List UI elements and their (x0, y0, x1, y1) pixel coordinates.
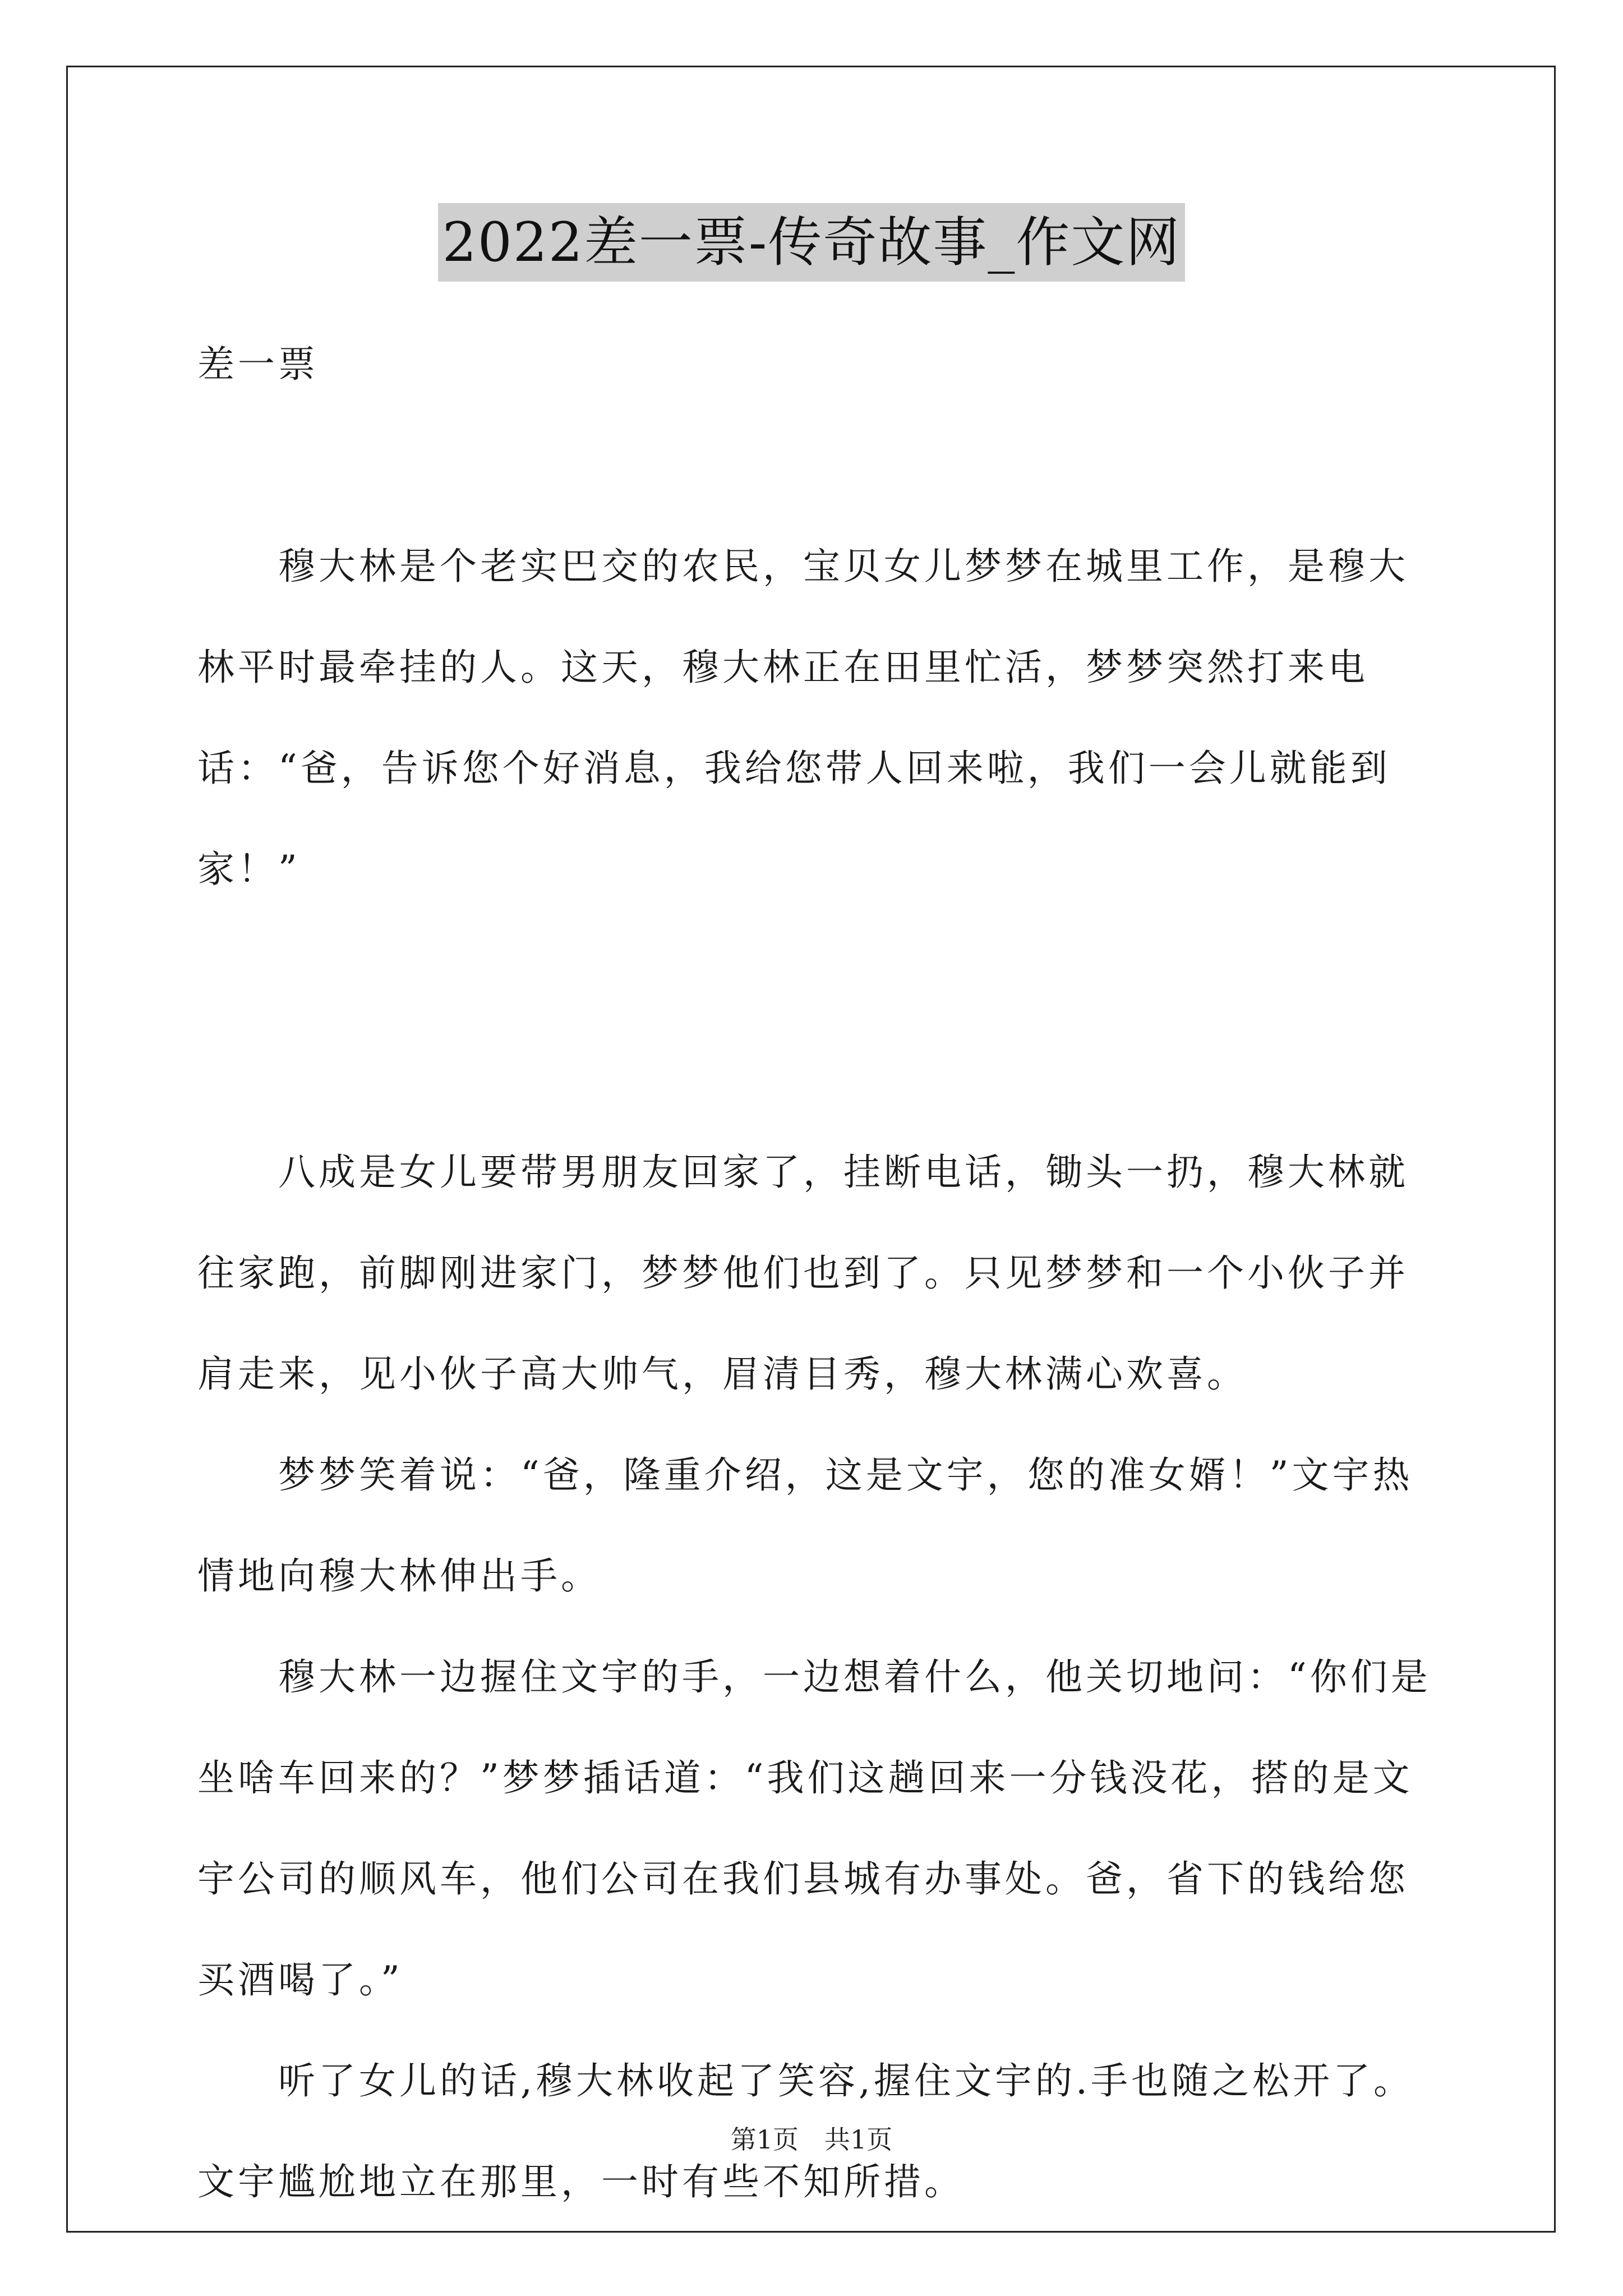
paragraph-1: 穆大林是个老实巴交的农民，宝贝女儿梦梦在城里工作，是穆大林平时最牵挂的人。这天，穆大林正在田里忙活，梦梦突然打来电话：“爸，告诉您个好消息，我给您带人回来啦，我们一会儿就能到家！” (197, 545, 1409, 891)
paragraph-2: 八成是女儿要带男朋友回家了，挂断电话，锄头一扔，穆大林就往家跑，前脚刚进家门，梦梦他们也到了。只见梦梦和一个小伙子并肩走来，见小伙子高大帅气，眉清目秀，穆大林满心欢喜。 (197, 1151, 1409, 1396)
title-container (0, 203, 1623, 282)
spacer (197, 920, 1434, 1021)
spacer (197, 415, 1434, 516)
paragraph-3: 梦梦笑着说：“爸，隆重介绍，这是文宇，您的准女婿！”文宇热情地向穆大林伸出手。 (197, 1453, 1413, 1598)
paragraph-5: 听了女儿的话,穆大林收起了笑容,握住文宇的.手也随之松开了。文宇尴尬地立在那里，一时有些不知所措。 (197, 2059, 1414, 2203)
document-title: 2022差一票-传奇故事_作文网 (438, 203, 1186, 282)
section-heading: 差一票 (197, 343, 319, 386)
page-footer: 第1页 共1页 (730, 2124, 893, 2155)
document-body (197, 314, 1434, 2233)
paragraph-4: 穆大林一边握住文宇的手，一边想着什么，他关切地问：“你们是坐啥车回来的？”梦梦插话道：“我们这趟回来一分钱没花，搭的是文宇公司的顺风车，他们公司在我们县城有办事处。爸，省下的钱给您买酒喝了。” (197, 1655, 1431, 2001)
spacer (197, 1021, 1434, 1122)
